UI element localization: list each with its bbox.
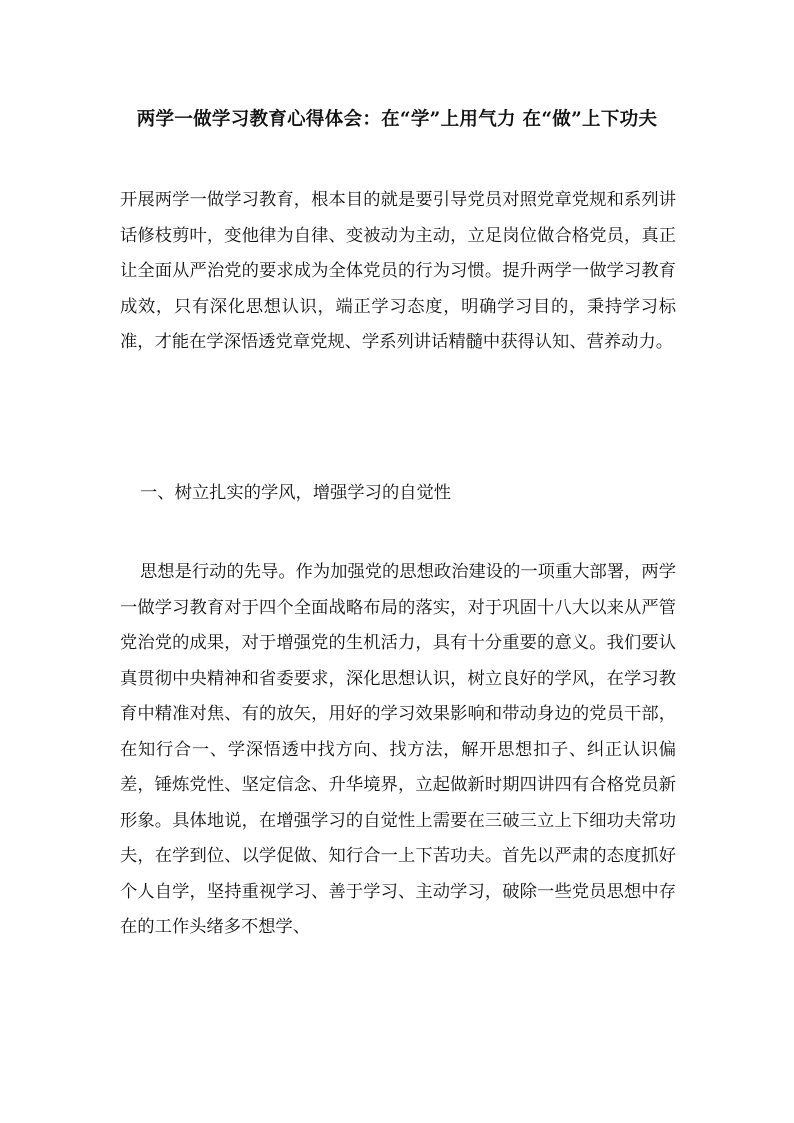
- body-paragraph: 思想是行动的先导。作为加强党的思想政治建设的一项重大部署，两学一做学习教育对于四个全面战略布局的落实，对于巩固十八大以来从严管党治党的成果，对于增强党的生机活力，具有十分重要的意义。我们要认真贯彻中央精神和省委要求，深化思想认识，树立良好的学风，在学习教育中精准对焦、有的放矢，用好的学习效果影响和带动身边的党员干部，在知行合一、学深悟透中找方向、找方法，解开思想扣子、纠正认识偏差，锤炼党性、坚定信念、升华境界，立起做新时期四讲四有合格党员新形象。具体地说，在增强学习的自觉性上需要在三破三立上下细功夫常功夫，在学到位、以学促做、知行合一上下苦功夫。首先以严肃的态度抓好个人自学，坚持重视学习、善于学习、主动学习，破除一些党员思想中存在的工作头绪多不想学、: [120, 562, 676, 937]
- document-title: 两学一做学习教育心得体会：在“学”上用气力 在“做”上下功夫: [136, 109, 658, 130]
- section-heading: 一、树立扎实的学风，增强学习的自觉性: [140, 483, 452, 503]
- intro-paragraph: 开展两学一做学习教育，根本目的就是要引导党员对照党章党规和系列讲话修枝剪叶，变他律为自律、变被动为主动，立足岗位做合格党员，真正让全面从严治党的要求成为全体党员的行为习惯。提升两学一做学习教育成效，只有深化思想认识，端正学习态度，明确学习目的，秉持学习标准，才能在学深悟透党章党规、学系列讲话精髓中获得认知、营养动力。: [120, 190, 676, 352]
